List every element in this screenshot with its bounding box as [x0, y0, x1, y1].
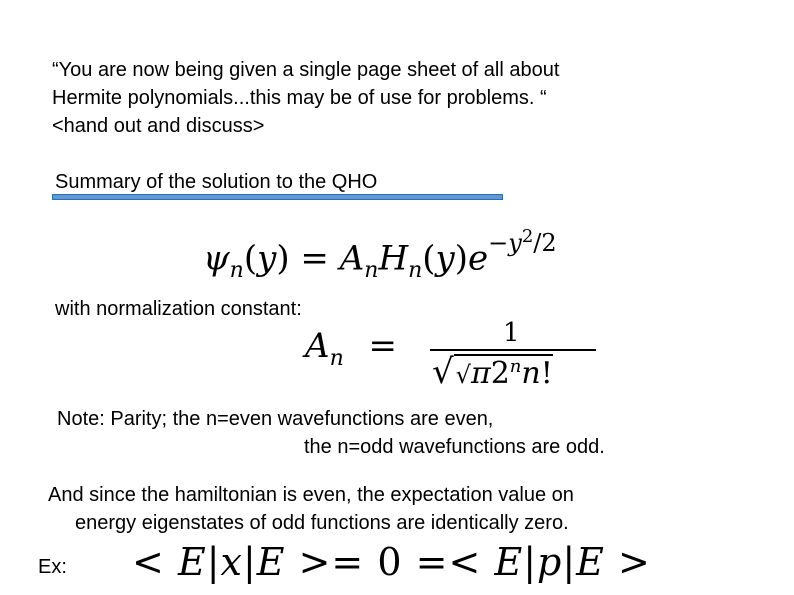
- normalization-lhs: [305, 326, 397, 371]
- expectation-equation: [132, 540, 651, 584]
- wavefunction-equation: $\psi_n(y) = A_nH_n(y)e^{-y^2/2}$: [203, 226, 557, 284]
- coef-A-subscript: n: [364, 258, 379, 284]
- norm-A-subscript: n: [329, 345, 344, 371]
- bra-E-1: E: [177, 540, 207, 584]
- norm-A: A: [305, 326, 330, 366]
- power-n: n: [509, 356, 522, 377]
- quote-line-3: <hand out and discuss>: [52, 115, 265, 137]
- hamiltonian-line-2: energy eigenstates of odd functions are identically zero.: [75, 512, 569, 534]
- operator-p: p: [537, 540, 563, 584]
- psi-subscript: n: [229, 258, 244, 284]
- ket-close-equals: >=: [298, 540, 365, 584]
- factorial-sign: !: [540, 356, 553, 391]
- zero: 0: [377, 540, 403, 584]
- hermite-H: H: [378, 238, 409, 279]
- bar-2: |: [242, 540, 257, 584]
- ket-E-2: E: [576, 540, 605, 584]
- normalization-label: with normalization constant:: [55, 298, 302, 320]
- hermite-subscript: n: [408, 258, 423, 284]
- summary-heading: Summary of the solution to the QHO: [55, 171, 378, 193]
- bar-4: |: [562, 540, 577, 584]
- coef-A: A: [339, 238, 365, 279]
- exponent-base: −y: [488, 229, 522, 257]
- outer-radicand: [454, 354, 553, 391]
- bra-E-2: E: [494, 540, 524, 584]
- equals-bra-open: =<: [415, 540, 482, 584]
- equals-sign: =: [300, 238, 329, 279]
- bar-3: |: [523, 540, 537, 584]
- psi-symbol: ψ: [203, 238, 230, 279]
- norm-equals-sign: =: [368, 326, 398, 366]
- pi-symbol: π: [470, 356, 491, 391]
- exponent: [488, 226, 557, 257]
- exponent-square: 2: [521, 226, 534, 247]
- quote-line-1: “You are now being given a single page sheet of all about: [52, 59, 560, 81]
- ket-E-1: E: [256, 540, 286, 584]
- parity-line-1: Note: Parity; the n=even wavefunctions are even,: [57, 408, 494, 430]
- inner-sqrt-sign: √: [455, 361, 471, 389]
- fraction-bar: [430, 349, 596, 351]
- bra-open-1: <: [132, 540, 165, 584]
- example-label: Ex:: [38, 556, 67, 578]
- hamiltonian-line-1: And since the hamiltonian is even, the expectation value on: [48, 484, 574, 506]
- parity-line-2: the n=odd wavefunctions are odd.: [304, 436, 605, 458]
- norm-denominator: [432, 352, 553, 392]
- exponent-divisor: /2: [533, 229, 557, 257]
- outer-sqrt-sign: √: [432, 352, 454, 392]
- base-two: 2: [490, 356, 510, 391]
- exp-e: e: [468, 238, 489, 279]
- quote-line-2: Hermite polynomials...this may be of use for problems. “: [52, 87, 547, 109]
- hermite-arg-y: y: [435, 238, 455, 279]
- heading-underline-rule: [52, 194, 503, 200]
- operator-x: x: [220, 540, 243, 584]
- var-y: y: [257, 238, 277, 279]
- norm-numerator: 1: [503, 318, 520, 348]
- ket-close-2: >: [617, 540, 651, 584]
- bar-1: |: [206, 540, 221, 584]
- factorial-n: n: [521, 356, 541, 391]
